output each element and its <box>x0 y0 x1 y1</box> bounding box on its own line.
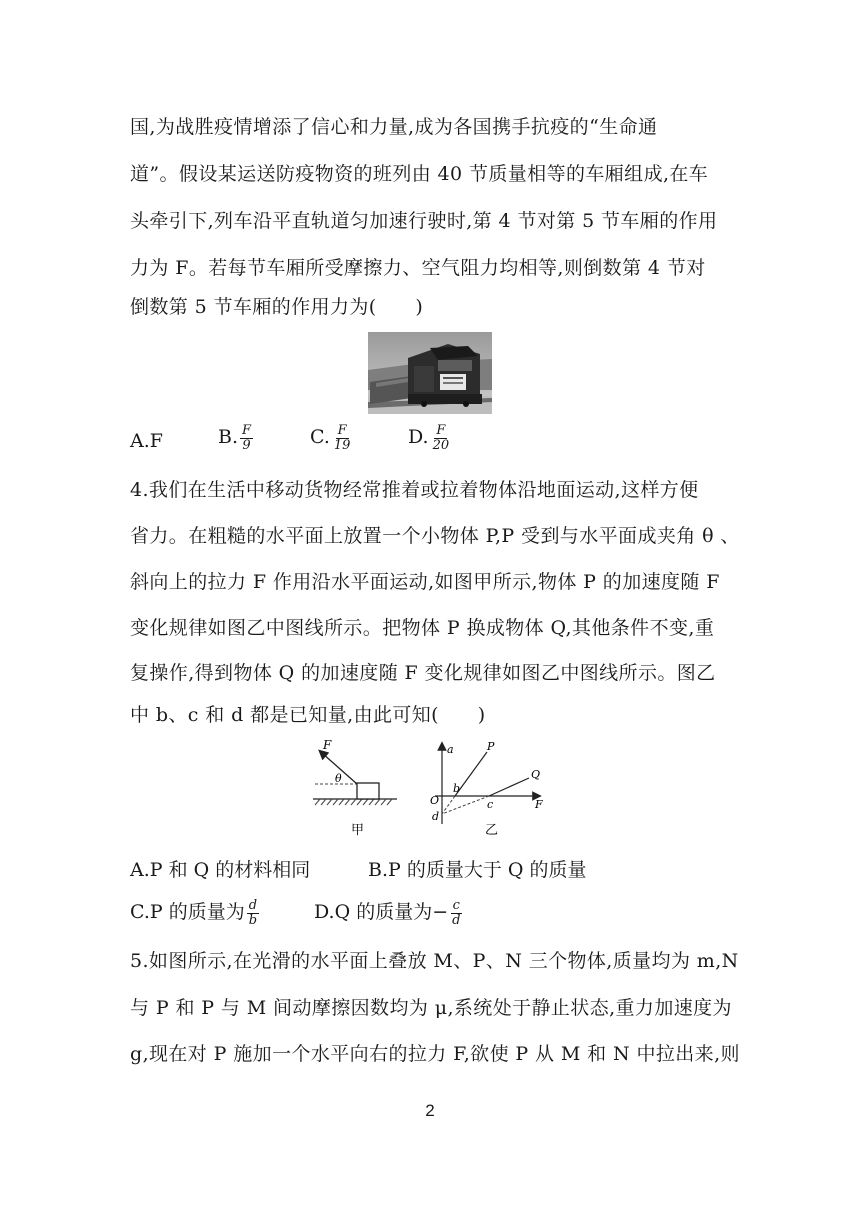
q4-line-6: 中 b、c 和 d 都是已知量,由此可知( ) <box>130 704 486 726</box>
q3-option-d <box>408 424 451 452</box>
line-p-extension <box>442 796 455 814</box>
q5-line-3: g,现在对 P 施加一个水平向右的拉力 F,欲使 P 从 M 和 N 中拉出来,则 <box>130 1043 740 1065</box>
line-q-label: Q <box>531 768 541 781</box>
q3-option-c <box>310 424 352 452</box>
q4-line-1: 4.我们在生活中移动货物经常推着或拉着物体沿地面运动,这样方便 <box>130 479 699 501</box>
fraction-numerator: F <box>436 423 446 438</box>
q3-option-b-fraction <box>240 424 253 452</box>
fraction-denominator: d <box>452 912 461 928</box>
q5-line-1: 5.如图所示,在光滑的水平面上叠放 M、P、N 三个物体,质量均为 m,N <box>130 950 739 972</box>
axis-a-label: a <box>447 743 454 756</box>
fraction-denominator: b <box>248 912 258 928</box>
q4-option-a: A.P 和 Q 的材料相同 <box>130 859 311 881</box>
q4-option-c-prefix: C.P 的质量为 <box>130 901 245 924</box>
q3-option-c-fraction <box>332 424 353 452</box>
q3-option-d-fraction <box>431 424 452 452</box>
q4-option-b: B.P 的质量大于 Q 的质量 <box>368 859 587 881</box>
q4-line-3: 斜向上的拉力 F 作用沿水平面运动,如图甲所示,物体 P 的加速度随 F <box>130 571 720 593</box>
q5-line-2: 与 P 和 P 与 M 间动摩擦因数均为 μ,系统处于静止状态,重力加速度为 <box>130 997 732 1019</box>
q4-option-c-fraction <box>247 899 259 927</box>
q3-option-d-prefix: D. <box>408 426 429 449</box>
ground-hatch <box>315 799 392 805</box>
train-photo <box>368 332 492 414</box>
fraction-numerator: d <box>248 898 258 913</box>
figure-jia <box>305 738 410 838</box>
line-p-label: P <box>487 740 495 753</box>
angle-label: θ <box>335 772 342 785</box>
q3-line-2: 道”。假设某运送防疫物资的班列由 40 节质量相等的车厢组成,在车 <box>130 163 709 185</box>
q4-line-4: 变化规律如图乙中图线所示。把物体 P 换成物体 Q,其他条件不变,重 <box>130 617 715 639</box>
fraction-numerator: F <box>337 423 347 438</box>
point-b-label: b <box>453 782 461 795</box>
q3-line-4: 力为 F。若每节车厢所受摩擦力、空气阻力均相等,则倒数第 4 节对 <box>130 257 706 279</box>
q4-line-5: 复操作,得到物体 Q 的加速度随 F 变化规律如图乙中图线所示。图乙 <box>130 662 716 684</box>
block-p <box>357 783 379 799</box>
q3-line-1: 国,为战胜疫情增添了信心和力量,成为各国携手抗疫的“生命通 <box>130 116 658 138</box>
q3-option-a: A.F <box>130 430 163 452</box>
q3-option-c-prefix: C. <box>310 426 330 449</box>
fraction-denominator: 20 <box>432 437 450 453</box>
figure-jia-caption: 甲 <box>351 823 365 838</box>
q3-option-b <box>218 424 253 452</box>
figure-yi <box>425 738 555 838</box>
axis-f-label: F <box>535 798 543 811</box>
q4-option-d-prefix: D.Q 的质量为− <box>314 901 449 924</box>
fraction-denominator: 19 <box>333 437 351 453</box>
q4-option-c <box>130 899 259 927</box>
q3-line-3: 头牵引下,列车沿平直轨道匀加速行驶时,第 4 节对第 5 节车厢的作用 <box>130 210 718 232</box>
origin-label: O <box>430 794 440 807</box>
q3-line-5: 倒数第 5 节车厢的作用力为( ) <box>130 296 424 318</box>
fraction-denominator: 9 <box>242 437 251 453</box>
force-label: F <box>323 738 332 752</box>
fraction-numerator: c <box>452 898 460 913</box>
point-c-label: c <box>487 798 494 811</box>
q3-option-b-prefix: B. <box>218 426 239 449</box>
q4-line-2: 省力。在粗糙的水平面上放置一个小物体 P,P 受到与水平面成夹角 θ 、 <box>130 525 740 547</box>
line-q <box>489 778 529 796</box>
point-d-label: d <box>432 810 440 823</box>
page-number: 2 <box>425 1101 435 1120</box>
fraction-numerator: F <box>242 423 252 438</box>
q4-option-d <box>314 899 462 927</box>
figure-yi-caption: 乙 <box>485 823 499 838</box>
q4-option-d-fraction <box>450 899 462 927</box>
